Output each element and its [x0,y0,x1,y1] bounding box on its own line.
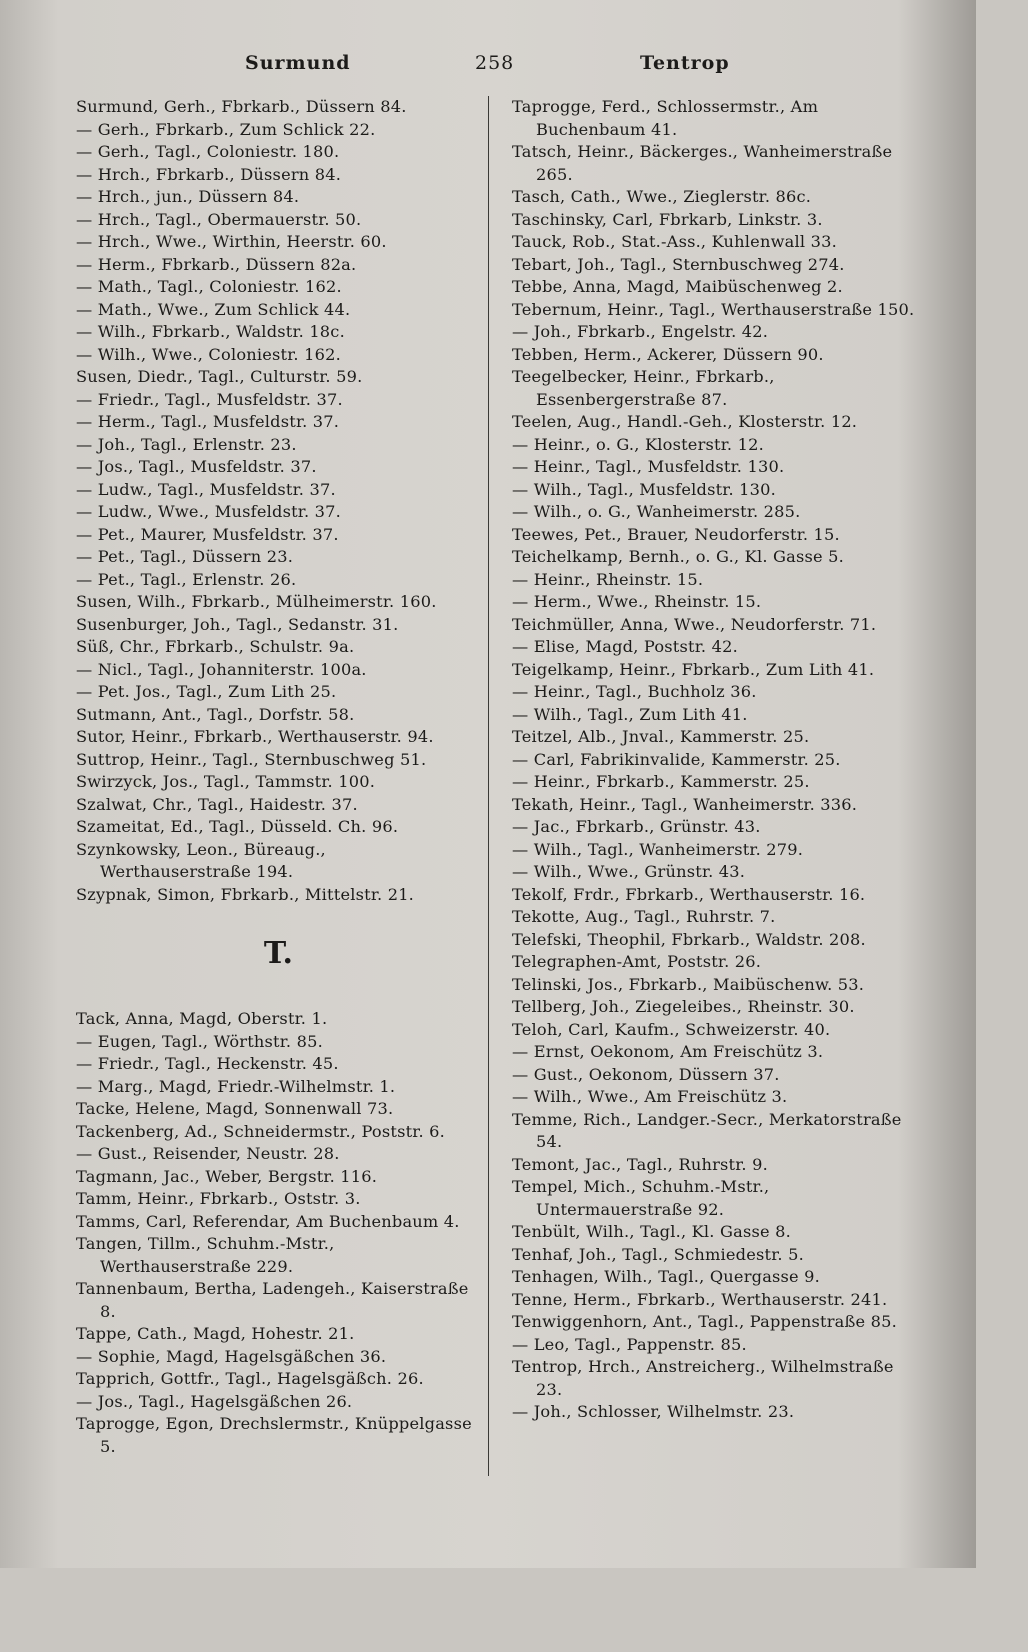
directory-entry: — Gerh., Tagl., Coloniestr. 180. [76,142,340,161]
directory-entry: Tappe, Cath., Magd, Hohestr. 21. [76,1324,355,1343]
directory-entry: — Herm., Wwe., Rheinstr. 15. [512,592,762,611]
directory-entry: Swirzyck, Jos., Tagl., Tammstr. 100. [76,772,376,791]
directory-entry: — Joh., Tagl., Erlenstr. 23. [76,434,297,454]
directory-entry: — Friedr., Tagl., Heckenstr. 45. [76,1054,339,1073]
directory-entry: — Joh., Schlosser, Wilhelmstr. 23. [512,1402,795,1421]
directory-entry: — Nicl., Tagl., Johanniterstr. 100a. [76,659,367,679]
directory-entry: Tebben, Herm., Ackerer, Düssern 90. [512,344,824,364]
directory-entry: — Wilh., Wwe., Am Freischütz 3. [512,1087,788,1106]
directory-entry: — Math., Tagl., Coloniestr. 162. [76,277,342,296]
directory-entry: Telefski, Theophil, Fbrkarb., Waldstr. 208. [512,929,866,949]
directory-entry: Tacke, Helene, Magd, Sonnenwall 73. [76,1099,394,1118]
directory-entry: — Jos., Tagl., Hagelsgäßchen 26. [76,1391,353,1411]
directory-entry: Tackenberg, Ad., Schneidermstr., Poststr. 6. [76,1121,445,1141]
directory-entry: Teichelkamp, Bernh., o. G., Kl. Gasse 5. [512,547,844,566]
directory-entry: Tentrop, Hrch., Anstreicherg., Wilhelmstraße 23. [512,1357,894,1399]
directory-entry: Tellberg, Joh., Ziegeleibes., Rheinstr. 30. [512,997,855,1016]
directory-entry: — Herm., Fbrkarb., Düssern 82a. [76,254,357,274]
directory-entry: — Gust., Reisender, Neustr. 28. [76,1144,340,1163]
directory-entry: — Ludw., Tagl., Musfeldstr. 37. [76,479,336,499]
directory-entry: Szameitat, Ed., Tagl., Düsseld. Ch. 96. [76,817,399,836]
directory-entry: Tebbe, Anna, Magd, Maibüschenweg 2. [512,277,843,296]
column-divider [488,96,489,1476]
directory-entry: Temont, Jac., Tagl., Ruhrstr. 9. [512,1154,768,1174]
directory-entry: — Pet., Tagl., Düssern 23. [76,547,294,566]
directory-entry: Tekolf, Frdr., Fbrkarb., Werthauserstr. 16. [512,884,866,904]
directory-entry: Surmund, Gerh., Fbrkarb., Düssern 84. [76,97,407,116]
directory-entry: Tauck, Rob., Stat.-Ass., Kuhlenwall 33. [512,232,837,251]
directory-entry: Teloh, Carl, Kaufm., Schweizerstr. 40. [512,1019,831,1039]
right-column [512,96,917,1424]
directory-entry: Tenwiggenhorn, Ant., Tagl., Pappenstraße 85. [512,1312,897,1331]
directory-entry: Tempel, Mich., Schuhm.-Mstr., Untermauerstraße 92. [512,1177,770,1219]
directory-entry: Taschinsky, Carl, Fbrkarb, Linkstr. 3. [512,209,823,229]
directory-entry: Susenburger, Joh., Tagl., Sedanstr. 31. [76,614,399,634]
directory-entry: — Ludw., Wwe., Musfeldstr. 37. [76,502,341,521]
directory-entry: Tenhagen, Wilh., Tagl., Quergasse 9. [512,1267,821,1286]
directory-entry: Tenhaf, Joh., Tagl., Schmiedestr. 5. [512,1244,804,1264]
directory-entry: Teewes, Pet., Brauer, Neudorferstr. 15. [512,524,840,544]
entries-t-right [512,96,917,1424]
directory-entry: — Marg., Magd, Friedr.-Wilhelmstr. 1. [76,1076,396,1096]
directory-entry: — Hrch., Fbrkarb., Düssern 84. [76,164,342,184]
directory-entry: — Heinr., Fbrkarb., Kammerstr. 25. [512,772,810,791]
directory-entry: Tasch, Cath., Wwe., Zieglerstr. 86c. [512,187,812,206]
directory-entry: Tekotte, Aug., Tagl., Ruhrstr. 7. [512,907,776,926]
directory-entry: Tebart, Joh., Tagl., Sternbuschweg 274. [512,254,845,274]
directory-entry: — Wilh., Wwe., Grünstr. 43. [512,862,746,881]
directory-entry: Szypnak, Simon, Fbrkarb., Mittelstr. 21. [76,884,415,904]
directory-entry: Susen, Diedr., Tagl., Culturstr. 59. [76,367,363,386]
directory-entry: Szalwat, Chr., Tagl., Haidestr. 37. [76,794,358,814]
directory-entry: Tamms, Carl, Referendar, Am Buchenbaum 4. [76,1211,460,1231]
directory-entry: Tekath, Heinr., Tagl., Wanheimerstr. 336. [512,794,858,814]
directory-entry: — Wilh., o. G., Wanheimerstr. 285. [512,502,801,521]
directory-entry: — Heinr., o. G., Klosterstr. 12. [512,434,764,454]
directory-entry: — Gerh., Fbrkarb., Zum Schlick 22. [76,119,376,139]
directory-entry: — Math., Wwe., Zum Schlick 44. [76,299,351,319]
directory-entry: Tangen, Tillm., Schuhm.-Mstr., Werthauserstraße 229. [76,1234,335,1276]
directory-entry: Teegelbecker, Heinr., Fbrkarb., Essenbergerstraße 87. [512,367,775,409]
directory-entry: — Friedr., Tagl., Musfeldstr. 37. [76,389,343,409]
directory-entry: — Wilh., Wwe., Coloniestr. 162. [76,344,341,364]
directory-entry: Taprogge, Ferd., Schlossermstr., Am Buchenbaum 41. [512,97,819,139]
header-first-name: Surmund [245,52,351,74]
directory-entry: — Hrch., Wwe., Wirthin, Heerstr. 60. [76,232,387,251]
directory-entry: — Hrch., Tagl., Obermauerstr. 50. [76,209,362,229]
entries-t-left [76,1008,481,1458]
entries-s [76,96,481,906]
directory-entry: — Jac., Fbrkarb., Grünstr. 43. [512,817,761,836]
directory-entry: Tagmann, Jac., Weber, Bergstr. 116. [76,1166,378,1186]
directory-entry: Tenbült, Wilh., Tagl., Kl. Gasse 8. [512,1222,791,1241]
directory-entry: Temme, Rich., Landger.-Secr., Merkatorstraße 54. [512,1109,902,1151]
directory-entry: — Hrch., jun., Düssern 84. [76,187,300,206]
directory-entry: — Heinr., Rheinstr. 15. [512,569,704,589]
directory-entry: Telegraphen-Amt, Poststr. 26. [512,952,762,971]
directory-entry: Tannenbaum, Bertha, Ladengeh., Kaiserstraße 8. [76,1279,469,1321]
directory-entry: Süß, Chr., Fbrkarb., Schulstr. 9a. [76,637,355,656]
directory-entry: Teichmüller, Anna, Wwe., Neudorferstr. 71. [512,614,877,634]
directory-entry: Tapprich, Gottfr., Tagl., Hagelsgäßch. 26. [76,1369,424,1388]
directory-entry: — Ernst, Oekonom, Am Freischütz 3. [512,1042,824,1061]
directory-entry: — Sophie, Magd, Hagelsgäßchen 36. [76,1346,387,1366]
directory-entry: — Pet., Tagl., Erlenstr. 26. [76,569,297,589]
directory-entry: Tenne, Herm., Fbrkarb., Werthauserstr. 241. [512,1289,888,1309]
directory-entry: Tamm, Heinr., Fbrkarb., Oststr. 3. [76,1189,361,1208]
directory-entry: — Heinr., Tagl., Buchholz 36. [512,682,757,701]
directory-entry: — Eugen, Tagl., Wörthstr. 85. [76,1031,323,1051]
directory-entry: — Elise, Magd, Poststr. 42. [512,637,738,656]
directory-entry: Tatsch, Heinr., Bäckerges., Wanheimerstraße 265. [512,142,893,184]
directory-entry: — Pet. Jos., Tagl., Zum Lith 25. [76,682,337,701]
directory-entry: — Wilh., Tagl., Zum Lith 41. [512,704,748,724]
directory-entry: — Heinr., Tagl., Musfeldstr. 130. [512,457,785,476]
directory-entry: Szynkowsky, Leon., Büreaug., Werthauserstraße 194. [76,839,326,881]
directory-entry: — Herm., Tagl., Musfeldstr. 37. [76,412,340,431]
section-letter: T. [263,936,294,971]
page-header [70,52,950,82]
directory-entry: — Carl, Fabrikinvalide, Kammerstr. 25. [512,749,841,769]
directory-entry: Teitzel, Alb., Jnval., Kammerstr. 25. [512,727,810,746]
directory-entry: — Gust., Oekonom, Düssern 37. [512,1064,780,1084]
directory-entry: Teelen, Aug., Handl.-Geh., Klosterstr. 12. [512,412,858,431]
directory-entry: — Jos., Tagl., Musfeldstr. 37. [76,457,317,476]
directory-entry: — Leo, Tagl., Pappenstr. 85. [512,1334,747,1354]
directory-entry: Sutor, Heinr., Fbrkarb., Werthauserstr. 94. [76,727,434,746]
directory-entry: Taprogge, Egon, Drechslermstr., Knüppelgasse 5. [76,1414,472,1456]
directory-entry: Tack, Anna, Magd, Oberstr. 1. [76,1009,328,1028]
directory-entry: Telinski, Jos., Fbrkarb., Maibüschenw. 53. [512,974,865,994]
directory-entry: Tebernum, Heinr., Tagl., Werthauserstraße 150. [512,299,915,319]
directory-entry: Suttrop, Heinr., Tagl., Sternbuschweg 51. [76,749,427,769]
directory-entry: — Pet., Maurer, Musfeldstr. 37. [76,524,339,544]
directory-entry: Susen, Wilh., Fbrkarb., Mülheimerstr. 160. [76,592,437,611]
left-column [76,96,481,1458]
header-last-name: Tentrop [640,52,730,74]
page-number: 258 [475,52,515,74]
directory-entry: — Wilh., Tagl., Wanheimerstr. 279. [512,839,804,859]
directory-entry: — Joh., Fbrkarb., Engelstr. 42. [512,322,769,341]
directory-entry: Sutmann, Ant., Tagl., Dorfstr. 58. [76,704,355,724]
directory-entry: — Wilh., Fbrkarb., Waldstr. 18c. [76,322,345,341]
directory-entry: — Wilh., Tagl., Musfeldstr. 130. [512,479,776,499]
directory-entry: Teigelkamp, Heinr., Fbrkarb., Zum Lith 41. [512,659,875,679]
